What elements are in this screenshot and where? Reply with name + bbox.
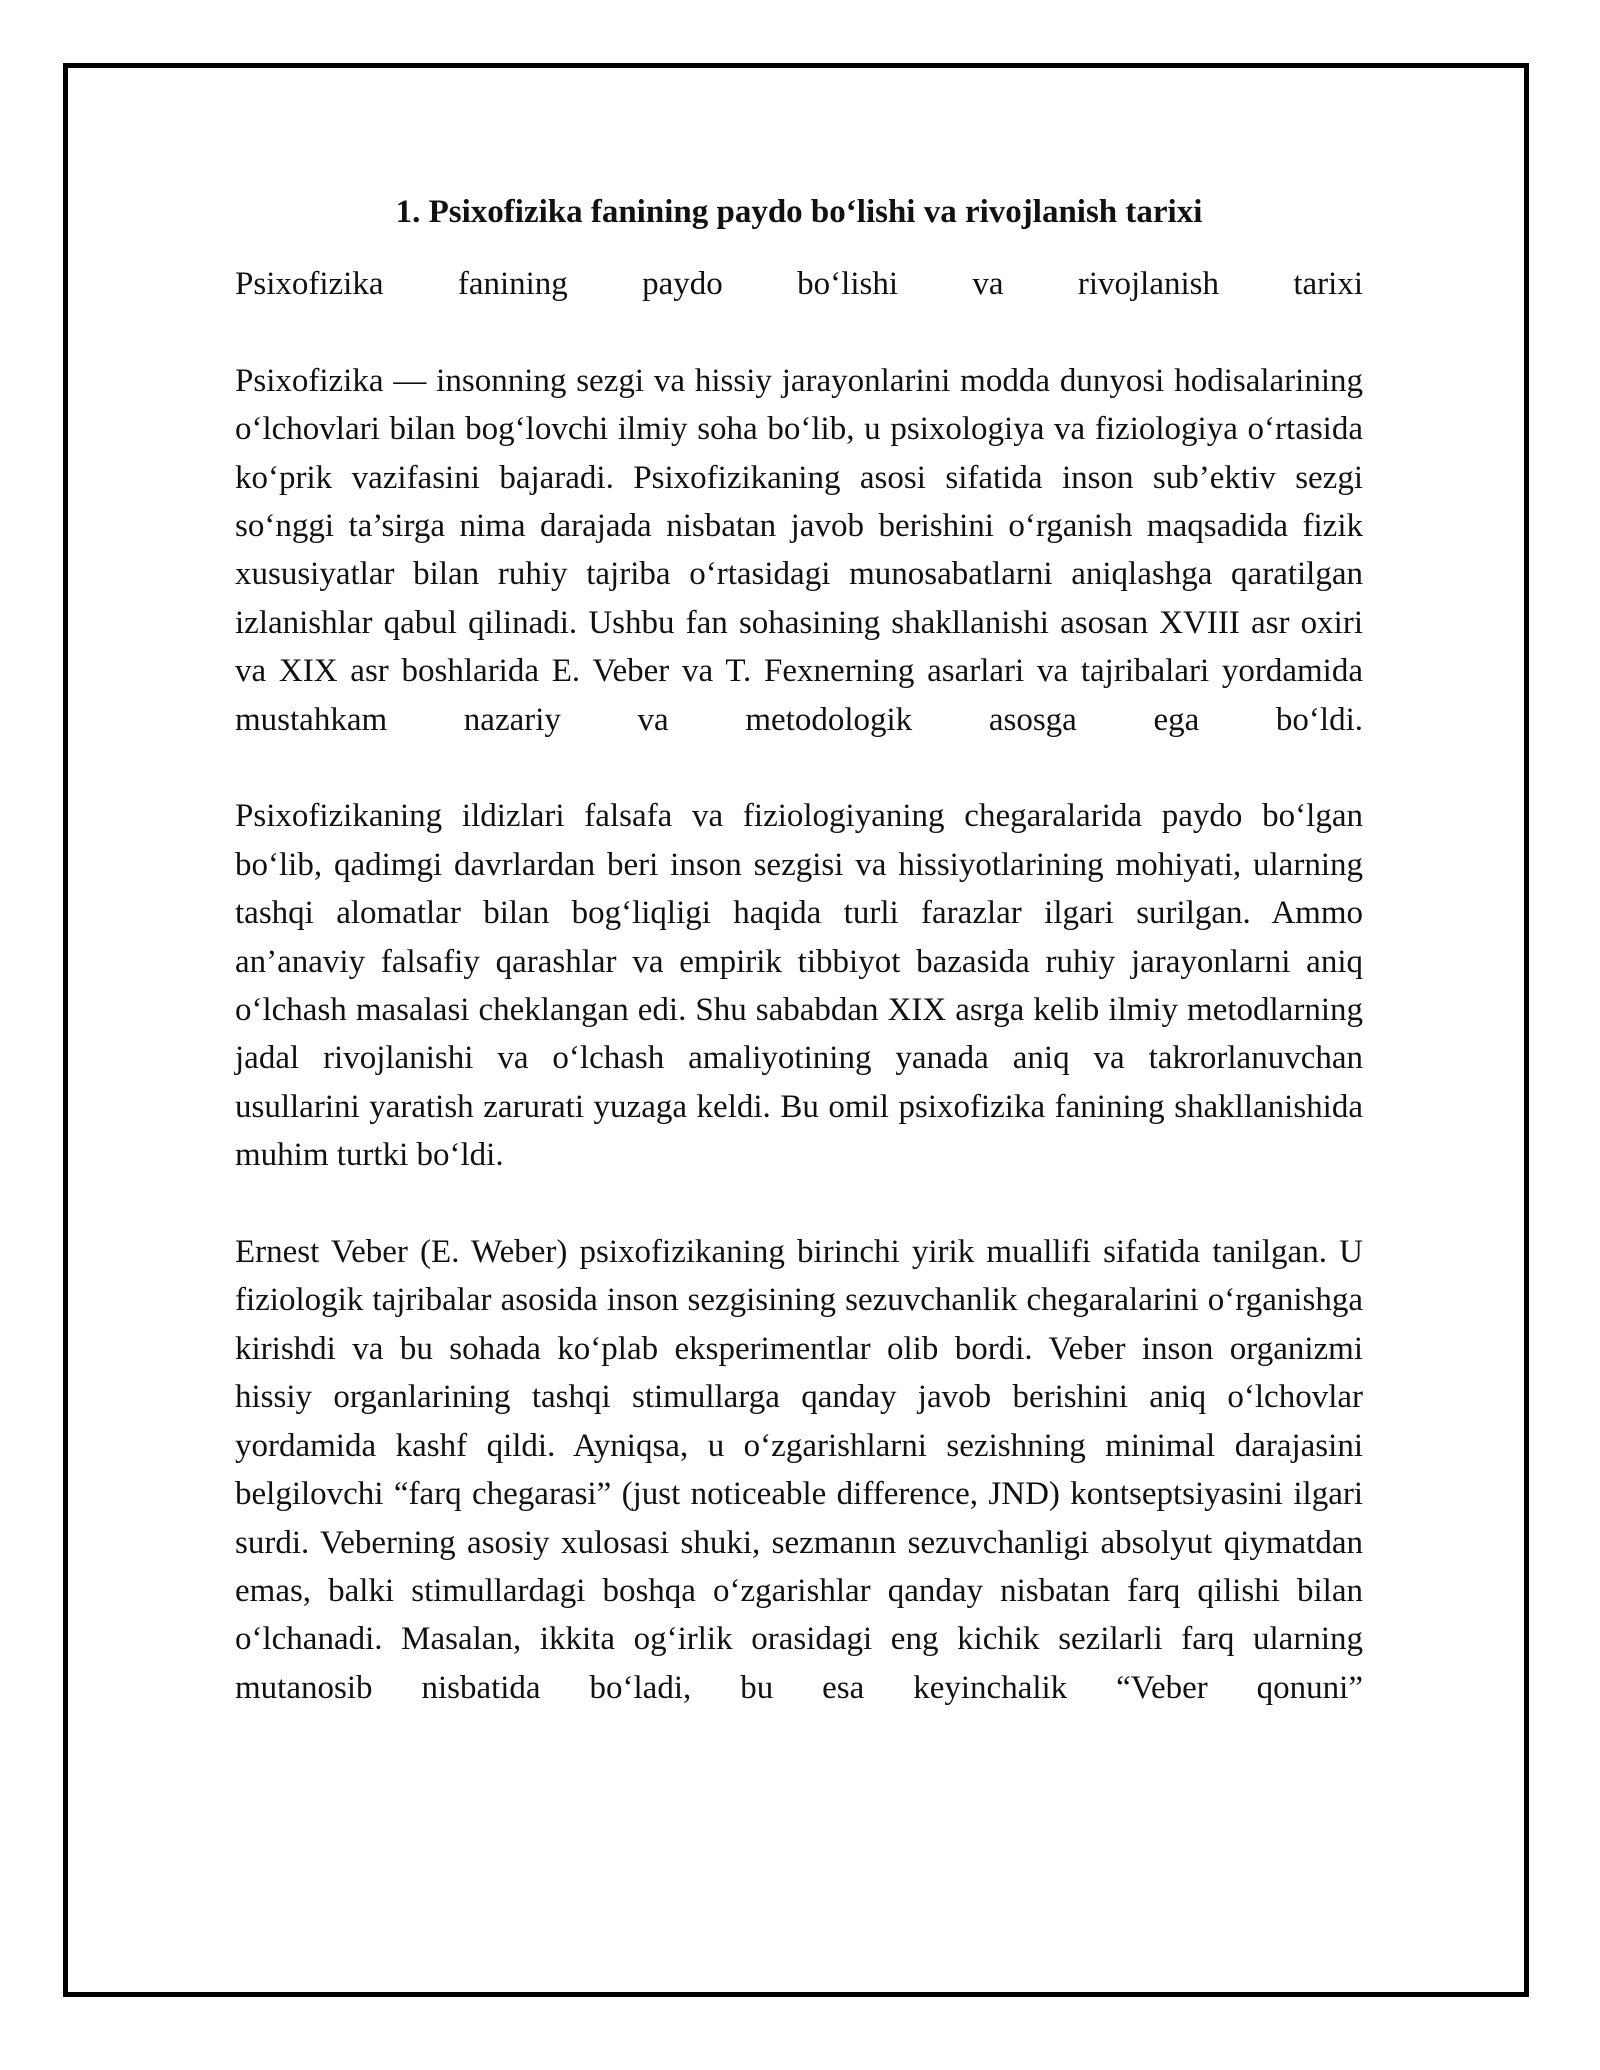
document-title: 1. Psixofizika fanining paydo bo‘lishi va rivojlanish tarixi <box>395 194 1203 230</box>
document-subtitle: Psixofizika fanining paydo bo‘lishi va rivojlanish tarixi <box>235 266 1363 302</box>
paragraph-weber: Ernest Veber (E. Weber) psixofizikaning birinchi yirik muallifi sifatida tanilgan. U fiziologik tajribalar asosida inson sezgisining sezuvchanlik chegaralarini o‘rganishga kirishdi va bu sohada ko‘plab eksperimentlar olib bordi. Veber inson organizmi hissiy organlarining tashqi stimullarga qanday javob berishini aniq o‘lchovlar yordamida kashf qildi. Ayniqsa, u o‘zgarishlarni sezishning minimal darajasini belgilovchi “farq chegarasi” (just noticeable difference, JND) kontseptsiyasini ilgari surdi. Veberning asosiy xulosasi shuki, sezmanın sezuvchanligi absolyut qiymatdan emas, balki stimullardagi boshqa o‘zgarishlar qanday nisbatan farq qilishi bilan o‘lchanadi. Masalan, ikkita og‘irlik orasidagi eng kichik sezilarli farq ularning mutanosib nisbatida bo‘ladi, bu esa keyinchalik “Veber qonuni” <box>235 1234 1363 1706</box>
paragraph-gap <box>235 308 1363 356</box>
document-body <box>235 188 1363 1712</box>
paragraph-gap <box>235 744 1363 792</box>
paragraph-roots: Psixofizikaning ildizlari falsafa va fiziologiyaning chegaralarida paydo bo‘lgan bo‘lib, qadimgi davrlardan beri inson sezgisi va hissiyotlarining mohiyati, ularning tashqi alomatlar bilan bog‘liqligi haqida turli farazlar ilgari surilgan. Ammo an’anaviy falsafiy qarashlar va empirik tibbiyot bazasida ruhiy jarayonlarni aniq o‘lchash masalasi cheklangan edi. Shu sababdan XIX asrga kelib ilmiy metodlarning jadal rivojlanishi va o‘lchash amaliyotining yanada aniq va takrorlanuvchan usullarini yaratish zarurati yuzaga keldi. Bu omil psixofizika fanining shakllanishida muhim turtki bo‘ldi. <box>235 798 1363 1174</box>
paragraph-intro: Psixofizika — insonning sezgi va hissiy jarayonlarini modda dunyosi hodisalarining o‘lchovlari bilan bog‘lovchi ilmiy soha bo‘lib, u psixologiya va fiziologiya o‘rtasida ko‘prik vazifasini bajaradi. Psixofizikaning asosi sifatida inson sub’ektiv sezgi so‘nggi ta’sirga nima darajada nisbatan javob berishini o‘rganish maqsadida fizik xususiyatlar bilan ruhiy tajriba o‘rtasidagi munosabatlarni aniqlashga qaratilgan izlanishlar qabul qilinadi. Ushbu fan sohasining shakllanishi asosan XVIII asr oxiri va XIX asr boshlarida E. Veber va T. Fexnerning asarlari va tajribalari yordamida mustahkam nazariy va metodologik asosga ega bo‘ldi. <box>235 362 1363 738</box>
paragraph-gap <box>235 1180 1363 1228</box>
